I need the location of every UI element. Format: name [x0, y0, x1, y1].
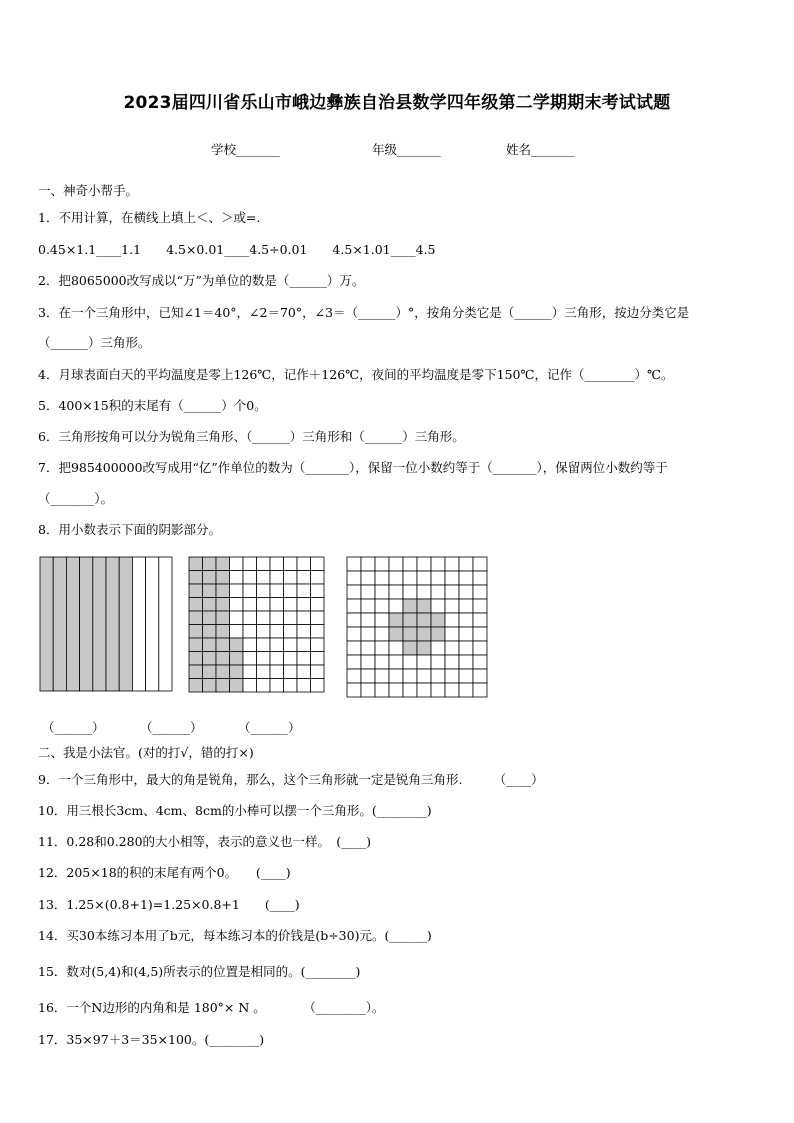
grid-cell [189, 584, 203, 598]
grid-cell [403, 669, 417, 683]
grid-cell [347, 613, 361, 627]
grid-cell [445, 599, 459, 613]
grid-cell [361, 585, 375, 599]
column-strip [146, 557, 159, 691]
grid-cell [257, 638, 271, 652]
grid-cell [375, 599, 389, 613]
grid-cell [459, 557, 473, 571]
grid-cell [216, 584, 230, 598]
grid-cell [431, 599, 445, 613]
grid-cell [284, 611, 298, 625]
grid-cell [284, 557, 298, 571]
column-strip [93, 557, 106, 691]
grid-cell [445, 557, 459, 571]
grid-cell [230, 625, 244, 639]
question-10: 10．用三根长3cm、4cm、8cm的小棒可以摆一个三角形。(________) [38, 803, 432, 818]
grid-cell [311, 571, 325, 585]
grid-cell [389, 627, 403, 641]
grid-cell [311, 638, 325, 652]
grid-cell [284, 679, 298, 693]
grid-cell [270, 571, 284, 585]
grid-cell [243, 625, 257, 639]
grid-cell [375, 627, 389, 641]
grid-cell [431, 655, 445, 669]
grid-cell [284, 598, 298, 612]
grid-cell [473, 557, 487, 571]
grid-cell [445, 655, 459, 669]
column-strip [53, 557, 66, 691]
figure-2-answer-blank: （______） [140, 720, 203, 735]
school-field: 学校_______ [211, 142, 280, 157]
grid-cell [417, 641, 431, 655]
grid-cell [445, 669, 459, 683]
grid-cell [189, 625, 203, 639]
grid-cell [243, 638, 257, 652]
section-2-heading: 二、我是小法官。(对的打√，错的打×) [38, 745, 254, 760]
grid-cell [445, 627, 459, 641]
grid-cell [389, 655, 403, 669]
grid-cell [270, 679, 284, 693]
grid-cell [389, 669, 403, 683]
grid-cell [347, 599, 361, 613]
grid-cell [445, 585, 459, 599]
grid-cell [203, 598, 217, 612]
grid-cell [445, 571, 459, 585]
grid-cell [459, 585, 473, 599]
grid-cell [243, 679, 257, 693]
grid-cell [431, 571, 445, 585]
grid-cell [243, 665, 257, 679]
grid-cell [389, 571, 403, 585]
grid-cell [270, 625, 284, 639]
grid-cell [473, 683, 487, 697]
grid-cell [417, 585, 431, 599]
question-3-line-2: （______）三角形。 [38, 335, 151, 350]
grid-cell [417, 599, 431, 613]
question-2: 2．把8065000改写成以“万”为单位的数是（______）万。 [38, 273, 365, 288]
grid-cell [230, 598, 244, 612]
column-strip [66, 557, 79, 691]
grid-cell [417, 669, 431, 683]
page-title: 2023届四川省乐山市峨边彝族自治县数学四年级第二学期期末考试试题 [123, 93, 671, 113]
grid-cell [203, 625, 217, 639]
question-15: 15．数对(5,4)和(4,5)所表示的位置是相同的。(________) [38, 964, 361, 979]
grid-cell [257, 611, 271, 625]
grade-field: 年级_______ [372, 142, 441, 157]
grid-cell [361, 641, 375, 655]
grid-cell [459, 641, 473, 655]
grid-cell [230, 679, 244, 693]
grid-cell [230, 665, 244, 679]
grid-cell [203, 638, 217, 652]
grid-cell [270, 598, 284, 612]
grid-cell [297, 571, 311, 585]
grid-cell [403, 599, 417, 613]
grid-cell [473, 669, 487, 683]
grid-cell [189, 598, 203, 612]
question-4: 4．月球表面白天的平均温度是零上126℃，记作＋126℃，夜间的平均温度是零下150℃，记作（________）℃。 [38, 367, 674, 382]
question-5: 5．400×15积的末尾有（______）个0。 [38, 398, 267, 413]
grid-cell [389, 599, 403, 613]
grid-cell [297, 611, 311, 625]
grid-cell [473, 571, 487, 585]
grid-cell [216, 611, 230, 625]
grid-cell [189, 571, 203, 585]
grid-cell [297, 625, 311, 639]
grid-cell [297, 598, 311, 612]
grid-cell [189, 638, 203, 652]
grid-cell [230, 584, 244, 598]
figure-grid-3 [347, 557, 487, 697]
grid-cell [473, 655, 487, 669]
question-8: 8．用小数表示下面的阴影部分。 [38, 522, 221, 537]
question-11: 11．0.28和0.280的大小相等，表示的意义也一样。 (____) [38, 834, 372, 849]
grid-cell [284, 665, 298, 679]
grid-cell [257, 652, 271, 666]
grid-cell [257, 625, 271, 639]
grid-cell [257, 557, 271, 571]
grid-cell [459, 655, 473, 669]
question-1: 1．不用计算，在横线上填上＜、＞或=. [38, 210, 261, 225]
grid-cell [257, 571, 271, 585]
grid-cell [311, 679, 325, 693]
grid-cell [473, 585, 487, 599]
grid-cell [459, 627, 473, 641]
grid-cell [361, 683, 375, 697]
question-1-items: 0.45×1.1____1.1 4.5×0.01____4.5÷0.01 4.5×1.01____4.5 [38, 242, 436, 257]
grid-cell [230, 652, 244, 666]
grid-cell [375, 613, 389, 627]
grid-cell [216, 598, 230, 612]
grid-cell [243, 611, 257, 625]
question-6: 6．三角形按角可以分为锐角三角形、（______）三角形和（______）三角形。 [38, 429, 465, 444]
grid-cell [417, 571, 431, 585]
question-13: 13．1.25×(0.8+1)=1.25×0.8+1 (____) [38, 897, 300, 912]
grid-cell [403, 655, 417, 669]
grid-cell [311, 598, 325, 612]
grid-cell [311, 557, 325, 571]
grid-cell [257, 665, 271, 679]
grid-cell [297, 652, 311, 666]
grid-cell [270, 652, 284, 666]
grid-cell [459, 599, 473, 613]
grid-cell [389, 613, 403, 627]
grid-cell [445, 641, 459, 655]
grid-cell [473, 613, 487, 627]
grid-cell [347, 571, 361, 585]
grid-cell [270, 665, 284, 679]
question-7-line-2: （_______）。 [38, 491, 114, 506]
grid-cell [473, 641, 487, 655]
column-strip [159, 557, 172, 691]
grid-cell [216, 625, 230, 639]
grid-cell [189, 611, 203, 625]
grid-cell [297, 584, 311, 598]
grid-cell [284, 638, 298, 652]
question-3-line-1: 3．在一个三角形中，已知∠1＝40°，∠2＝70°，∠3＝（______）°，按角分类它是（______）三角形，按边分类它是 [38, 305, 690, 320]
grid-cell [459, 571, 473, 585]
grid-cell [347, 627, 361, 641]
grid-cell [216, 665, 230, 679]
grid-cell [270, 557, 284, 571]
grid-cell [203, 665, 217, 679]
grid-cell [459, 683, 473, 697]
grid-cell [257, 584, 271, 598]
grid-cell [216, 557, 230, 571]
grid-cell [431, 669, 445, 683]
grid-cell [230, 611, 244, 625]
column-strip [132, 557, 145, 691]
grid-cell [417, 683, 431, 697]
grid-cell [403, 557, 417, 571]
grid-cell [375, 669, 389, 683]
grid-cell [297, 665, 311, 679]
grid-cell [347, 557, 361, 571]
grid-cell [431, 585, 445, 599]
grid-cell [361, 599, 375, 613]
grid-cell [473, 627, 487, 641]
grid-cell [389, 585, 403, 599]
grid-cell [459, 669, 473, 683]
grid-cell [189, 679, 203, 693]
grid-cell [361, 627, 375, 641]
question-12: 12．205×18的积的末尾有两个0。 (____) [38, 865, 291, 880]
grid-cell [189, 652, 203, 666]
grid-cell [203, 557, 217, 571]
grid-cell [361, 571, 375, 585]
grid-cell [375, 585, 389, 599]
grid-cell [403, 571, 417, 585]
grid-cell [361, 557, 375, 571]
grid-cell [473, 599, 487, 613]
question-14: 14．买30本练习本用了b元，每本练习本的价钱是(b÷30)元。(______) [38, 928, 432, 943]
figure-columns [40, 557, 172, 691]
grid-cell [311, 611, 325, 625]
grid-cell [431, 683, 445, 697]
grid-cell [257, 679, 271, 693]
column-strip [80, 557, 93, 691]
grid-cell [189, 665, 203, 679]
grid-cell [375, 641, 389, 655]
grid-cell [270, 584, 284, 598]
grid-cell [243, 598, 257, 612]
grid-cell [311, 584, 325, 598]
grid-cell [230, 571, 244, 585]
grid-cell [375, 683, 389, 697]
grid-cell [417, 557, 431, 571]
grid-cell [375, 655, 389, 669]
figure-3-answer-blank: （______） [238, 720, 301, 735]
grid-cell [389, 557, 403, 571]
grid-cell [311, 625, 325, 639]
grid-cell [189, 557, 203, 571]
grid-cell [297, 679, 311, 693]
grid-cell [270, 638, 284, 652]
grid-cell [203, 571, 217, 585]
grid-cell [361, 613, 375, 627]
grid-cell [389, 641, 403, 655]
grid-cell [417, 655, 431, 669]
grid-cell [459, 613, 473, 627]
column-strip [119, 557, 132, 691]
grid-cell [243, 557, 257, 571]
name-field: 姓名_______ [506, 142, 575, 157]
grid-cell [243, 571, 257, 585]
grid-cell [284, 652, 298, 666]
grid-cell [203, 584, 217, 598]
grid-cell [297, 557, 311, 571]
question-7-line-1: 7．把985400000改写成用“亿”作单位的数为（_______），保留一位小数约等于（_______），保留两位小数约等于 [38, 460, 668, 475]
question-16: 16．一个N边形的内角和是 180°× N 。 （________）。 [38, 1000, 385, 1015]
grid-cell [243, 652, 257, 666]
grid-cell [230, 557, 244, 571]
question-17: 17．35×97＋3＝35×100。(________) [38, 1032, 265, 1047]
grid-cell [417, 627, 431, 641]
grid-cell [361, 669, 375, 683]
grid-cell [403, 585, 417, 599]
grid-cell [203, 679, 217, 693]
column-strip [106, 557, 119, 691]
grid-cell [403, 683, 417, 697]
grid-cell [431, 613, 445, 627]
grid-cell [297, 638, 311, 652]
section-1-heading: 一、神奇小帮手。 [38, 183, 139, 198]
grid-cell [389, 683, 403, 697]
figure-grid-2 [189, 557, 324, 692]
grid-cell [230, 638, 244, 652]
grid-cell [243, 584, 257, 598]
grid-cell [216, 571, 230, 585]
grid-cell [375, 571, 389, 585]
grid-cell [270, 611, 284, 625]
figure-1-answer-blank: （______） [42, 720, 105, 735]
grid-cell [347, 641, 361, 655]
grid-cell [445, 613, 459, 627]
grid-cell [403, 613, 417, 627]
grid-cell [311, 652, 325, 666]
grid-cell [431, 641, 445, 655]
grid-cell [216, 638, 230, 652]
grid-cell [284, 571, 298, 585]
column-strip [40, 557, 53, 691]
grid-cell [216, 652, 230, 666]
grid-cell [311, 665, 325, 679]
grid-cell [347, 669, 361, 683]
grid-cell [347, 655, 361, 669]
grid-cell [284, 625, 298, 639]
grid-cell [375, 557, 389, 571]
grid-cell [431, 557, 445, 571]
grid-cell [431, 627, 445, 641]
grid-cell [216, 679, 230, 693]
grid-cell [203, 611, 217, 625]
grid-cell [284, 584, 298, 598]
question-9: 9．一个三角形中，最大的角是锐角，那么，这个三角形就一定是锐角三角形. （____） [38, 772, 544, 787]
grid-cell [417, 613, 431, 627]
grid-cell [403, 627, 417, 641]
grid-cell [347, 585, 361, 599]
grid-cell [361, 655, 375, 669]
grid-cell [203, 652, 217, 666]
grid-cell [403, 641, 417, 655]
grid-cell [347, 683, 361, 697]
grid-cell [257, 598, 271, 612]
grid-cell [445, 683, 459, 697]
